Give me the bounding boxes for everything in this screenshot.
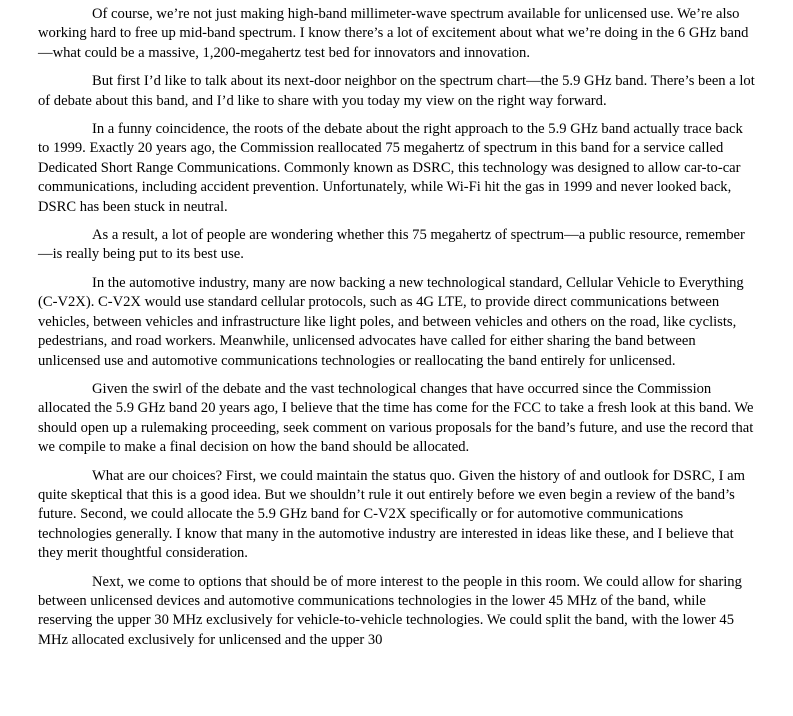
paragraph-fresh-look: Given the swirl of the debate and the vast technological changes that have occurred since the Commission allocated the 5.9 GHz band 20 years ago, I believe that the time has come for the FCC to take a fresh look at this band. We should open up a rulemaking proceeding, seek comment on various proposals for the band’s future, and use the record that we compile to make a final decision on how the band should be allocated. xyxy=(38,380,754,456)
paragraph-sharing-options: Next, we come to options that should be of more interest to the people in this room. We could allow for sharing between unlicensed devices and automotive communications technologies in the lower 45 MHz of the band, while reserving the upper 30 MHz exclusively for vehicle-to-vehicle technologies. We could split the band, with the lower 45 MHz allocated exclusively for unlicensed and the upper 30 xyxy=(38,573,742,648)
document-page xyxy=(38,5,756,659)
paragraph-6ghz-intro: Of course, we’re not just making high-band millimeter-wave spectrum available for unlicensed use. We’re also working hard to free up mid-band spectrum. I know there’s a lot of excitement about what we’re doing in the 6 GHz band—what could be a massive, 1,200-megahertz test bed for innovators and innovation. xyxy=(38,6,749,61)
paragraph-best-use: As a result, a lot of people are wondering whether this 75 megahertz of spectrum—a public resource, remember—is really being put to its best use. xyxy=(38,227,745,263)
paragraph-choices: What are our choices? First, we could maintain the status quo. Given the history of and outlook for DSRC, I am quite skeptical that this is a good idea. But we shouldn’t rule it out entirely before we even begin a review of the band’s future. Second, we could allocate the 5.9 GHz band for C-V2X specifically or for automotive communications technologies generally. I know that many in the automotive industry are interested in ideas like these, and I believe that they merit thoughtful consideration. xyxy=(38,467,745,562)
paragraph-dsrc-history: In a funny coincidence, the roots of the debate about the right approach to the 5.9 GHz band actually trace back to 1999. Exactly 20 years ago, the Commission reallocated 75 megahertz of spectrum in this band for a service called Dedicated Short Range Communications. Commonly known as DSRC, this technology was designed to allow car-to-car communications, including accident prevention. Unfortunately, while Wi-Fi hit the gas in 1999 and never looked back, DSRC has been stuck in neutral. xyxy=(38,121,743,215)
paragraph-c-v2x: In the automotive industry, many are now backing a new technological standard, Cellular Vehicle to Everything (C-V2X). C-V2X would use standard cellular protocols, such as 4G LTE, to provide direct communications between vehicles, between vehicles and infrastructure like light poles, and between vehicles and others on the road, like cyclists, pedestrians, and road workers. Meanwhile, unlicensed advocates have called for either sharing the band between unlicensed use and automotive communications technologies or reallocating the band entirely for unlicensed. xyxy=(38,274,744,369)
paragraph-5-9ghz-intro: But first I’d like to talk about its next-door neighbor on the spectrum chart—the 5.9 GHz band. There’s been a lot of debate about this band, and I’d like to share with you today my view on the right way forward. xyxy=(38,73,755,109)
